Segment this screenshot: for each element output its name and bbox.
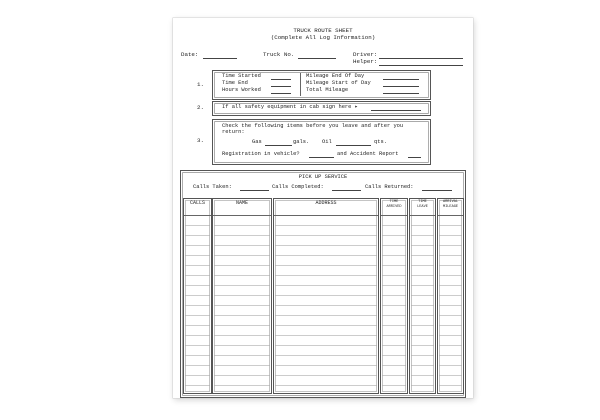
arrival-mileage-header-line-1: ARRIVAL [442,200,459,204]
arrival-mileage-column-header [438,199,463,216]
driver-field[interactable] [379,58,463,59]
mileage-end-field[interactable] [383,79,419,80]
accident-report-label: and Accident Report [337,151,399,157]
calls-completed-field[interactable] [332,190,361,191]
time-started-field[interactable] [271,79,291,80]
calls-taken-label: Calls Taken: [193,184,232,190]
registration-field[interactable] [309,157,334,158]
section-3-number: 3. [197,137,204,144]
pickup-service-title: PICK UP SERVICE [298,174,348,180]
total-mileage-label: Total Mileage [306,87,349,93]
section-1-number: 1. [197,81,204,88]
hours-worked-label: Hours Worked [222,87,261,93]
truck-no-label: Truck No. [263,51,295,58]
time-end-field[interactable] [271,86,291,87]
time-leave-column-header [410,199,435,216]
name-column[interactable] [212,198,272,394]
gas-label: Gas [252,139,262,145]
accident-report-field[interactable] [408,157,421,158]
truck-no-field[interactable] [298,58,336,59]
time-arrived-header-line-2: ARRIVED [386,205,402,209]
hours-worked-field[interactable] [271,93,291,94]
calls-returned-label: Calls Returned: [365,184,414,190]
section-2-number: 2. [197,104,204,111]
name-column-header [213,199,271,216]
address-column[interactable] [273,198,379,394]
arrival-mileage-header-line-2: MILEAGE [442,205,459,209]
date-field[interactable] [203,58,237,59]
gas-field[interactable] [265,145,292,146]
sheet-title: TRUCK ROUTE SHEET [293,27,353,34]
mileage-start-field[interactable] [383,86,419,87]
total-mileage-field[interactable] [383,93,419,94]
sheet-subtitle: (Complete All Log Information) [270,34,376,41]
gals-label: gals. [293,139,310,145]
time-end-label: Time End [222,80,248,86]
qts-label: qts. [374,139,387,145]
time-leave-header-line-1: TIME [418,200,427,204]
helper-label: Helper: [353,58,378,65]
oil-field[interactable] [336,145,371,146]
time-mileage-divider [300,73,301,96]
calls-taken-field[interactable] [240,190,269,191]
driver-label: Driver: [353,51,378,58]
time-leave-header-line-2: LEAVE [417,205,428,209]
date-label: Date: [181,51,199,58]
calls-column[interactable] [183,198,212,394]
calls-header: CALLS [189,200,205,206]
time-leave-column[interactable] [409,198,436,394]
name-header: NAME [235,200,248,206]
checklist-line-1: Check the following items before you leave and after you [222,123,404,129]
time-arrived-column-header [381,199,407,216]
time-arrived-header-line-1: TIME [389,200,399,204]
mileage-start-label: Mileage Start of Day [306,80,371,86]
arrival-mileage-column[interactable] [437,198,464,394]
mileage-end-label: Mileage End Of Day [306,73,365,79]
helper-field[interactable] [379,65,463,66]
checklist-line-2: return: [222,129,245,135]
registration-label: Registration in vehicle? [222,151,300,157]
calls-returned-field[interactable] [422,190,452,191]
address-header: ADDRESS [315,200,337,206]
calls-completed-label: Calls Completed: [272,184,324,190]
time-arrived-column[interactable] [380,198,408,394]
address-column-header [274,199,378,216]
oil-label: Oil [322,139,332,145]
safety-sign-field[interactable] [371,110,421,111]
time-started-label: Time Started [222,73,261,79]
safety-sign-text: If all safety equipment in cab sign here ▸ [222,104,358,110]
calls-column-header [184,199,211,216]
